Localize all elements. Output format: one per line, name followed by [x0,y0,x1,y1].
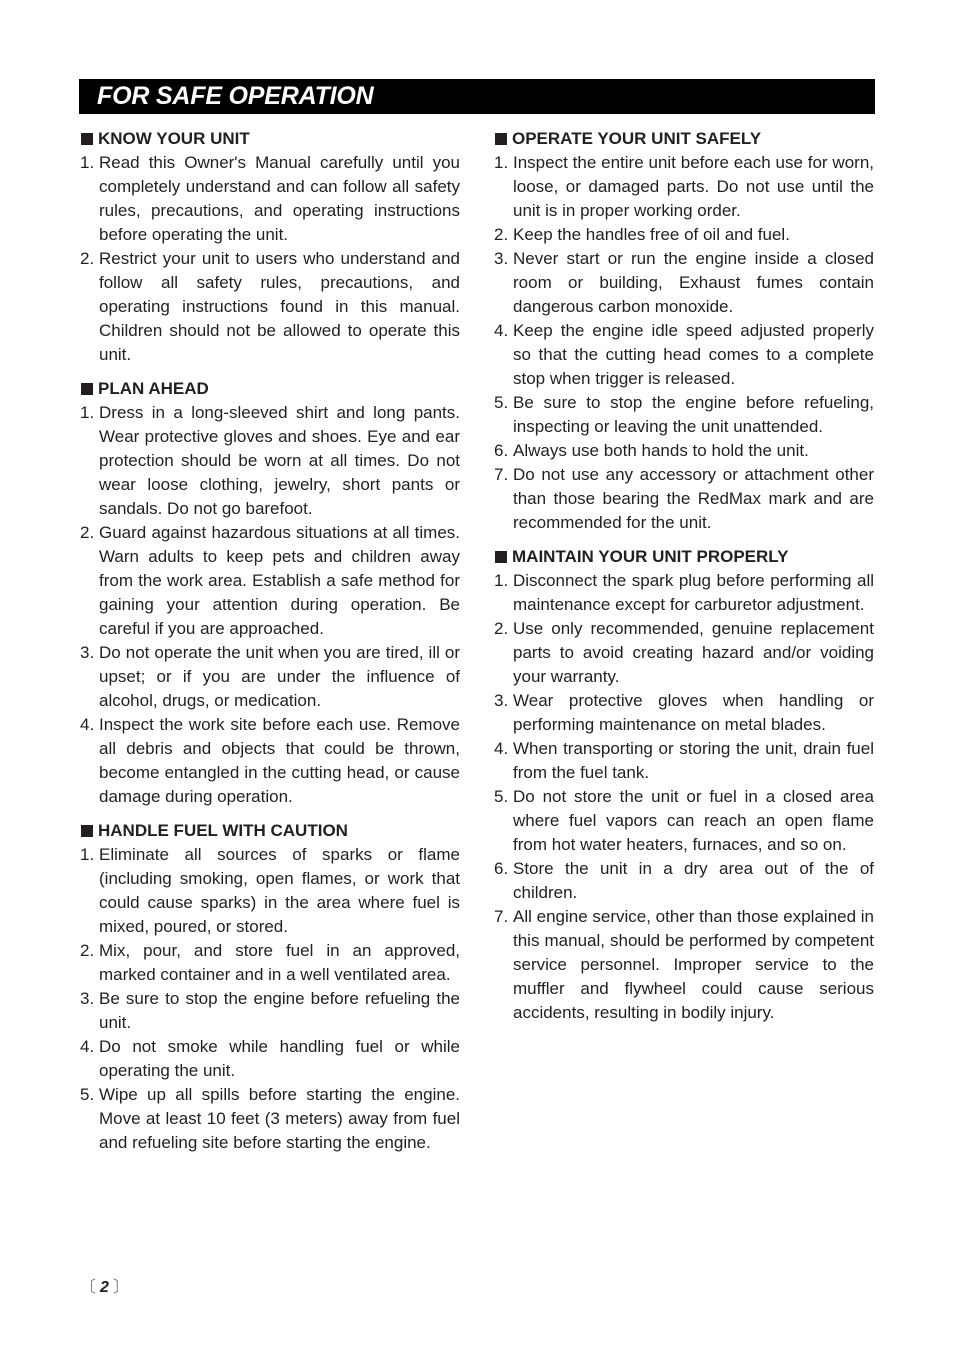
item-text: Mix, pour, and store fuel in an approved, marked container and in a well ventilated area. [99,941,460,984]
item-number: 3. [80,989,95,1008]
list-item [494,391,874,439]
item-number: 4. [80,1037,95,1056]
item-text: Always use both hands to hold the unit. [513,441,809,460]
item-text: Use only recommended, genuine replacement parts to avoid creating hazard and/or voiding your warranty. [513,619,874,686]
item-text: Never start or run the engine inside a closed room or building, Exhaust fumes contain dangerous carbon monoxide. [513,249,874,316]
list-item [80,641,460,713]
section-operate-safely [494,127,874,535]
item-text: Keep the handles free of oil and fuel. [513,225,790,244]
section-heading: MAINTAIN YOUR UNIT PROPERLY [494,545,874,569]
item-number: 7. [494,907,509,926]
square-bullet-icon [495,133,507,145]
item-text: Be sure to stop the engine before refueling, inspecting or leaving the unit unattended. [513,393,874,436]
list-item [494,463,874,535]
item-number: 1. [494,153,509,172]
item-number: 6. [494,441,509,460]
section-know-your-unit [80,127,460,367]
list-item [494,569,874,617]
item-text: Do not use any accessory or attachment other than those bearing the RedMax mark and are recommended for the unit. [513,465,874,532]
item-number: 2. [494,619,509,638]
section-heading: KNOW YOUR UNIT [80,127,460,151]
list-item [494,689,874,737]
left-bracket-icon: 〔 [80,1279,97,1296]
list-item [80,843,460,939]
square-bullet-icon [81,133,93,145]
right-column [494,127,874,1035]
item-number: 2. [80,249,95,268]
item-number: 4. [494,739,509,758]
item-text: Be sure to stop the engine before refueling the unit. [99,989,460,1032]
list-item [80,1083,460,1155]
page-footer [80,1277,129,1299]
list-item [80,247,460,367]
item-number: 2. [494,225,509,244]
page-number: 2 [100,1279,109,1296]
list-item [494,617,874,689]
item-number: 5. [494,787,509,806]
item-text: Store the unit in a dry area out of the of children. [513,859,874,902]
item-number: 1. [80,845,95,864]
list-item [494,439,874,463]
section-heading: OPERATE YOUR UNIT SAFELY [494,127,874,151]
list-item [80,987,460,1035]
item-number: 4. [494,321,509,340]
item-text: Keep the engine idle speed adjusted properly so that the cutting head comes to a complete stop when trigger is released. [513,321,874,388]
item-text: Read this Owner's Manual carefully until you completely understand and can follow all safety rules, precautions, and operating instructions before operating the unit. [99,153,460,244]
right-bracket-icon: 〕 [112,1279,129,1296]
item-text: Inspect the work site before each use. Remove all debris and objects that could be thrown, become entangled in the cutting head, or cause damage during operation. [99,715,460,806]
item-number: 2. [80,523,95,542]
item-number: 1. [494,571,509,590]
list-item [80,151,460,247]
item-text: Inspect the entire unit before each use for worn, loose, or damaged parts. Do not use until the unit is in proper working order. [513,153,874,220]
list-item [80,1035,460,1083]
section-heading: HANDLE FUEL WITH CAUTION [80,819,460,843]
list-item [494,737,874,785]
item-number: 3. [494,249,509,268]
list-item [494,247,874,319]
item-text: All engine service, other than those explained in this manual, should be performed by competent service personnel. Improper service to the muffler and flywheel could cause serious accidents, resulting in bodily injury. [513,907,875,1022]
list-item [80,521,460,641]
item-text: Wipe up all spills before starting the engine. Move at least 10 feet (3 meters) away from fuel and refueling site before starting the engine. [99,1085,460,1152]
square-bullet-icon [81,383,93,395]
item-number: 7. [494,465,509,484]
list-item [80,939,460,987]
item-number: 5. [494,393,509,412]
square-bullet-icon [81,825,93,837]
item-number: 3. [494,691,509,710]
item-text: Eliminate all sources of sparks or flame (including smoking, open flames, or work that could cause sparks) in the area where fuel is mixed, poured, or stored. [99,845,460,936]
item-text: When transporting or storing the unit, drain fuel from the fuel tank. [513,739,874,782]
item-text: Dress in a long-sleeved shirt and long pants. Wear protective gloves and shoes. Eye and ear protection should be worn at all times. Do not wear loose clothing, jewelry, short pants or sandals. Do not go barefoot. [99,403,460,518]
item-number: 1. [80,153,95,172]
item-text: Restrict your unit to users who understand and follow all safety rules, precautions, and operating instructions found in this manual. Children should not be allowed to operate this unit. [99,249,460,364]
item-text: Do not operate the unit when you are tired, ill or upset; or if you are under the influence of alcohol, drugs, or medication. [99,643,460,710]
item-number: 2. [80,941,95,960]
list-item [80,713,460,809]
item-text: Do not store the unit or fuel in a closed area where fuel vapors can reach an open flame from hot water heaters, furnaces, and so on. [513,787,874,854]
item-text: Wear protective gloves when handling or performing maintenance on metal blades. [513,691,874,734]
list-item [494,319,874,391]
title-bar [79,79,875,114]
section-handle-fuel [80,819,460,1155]
list-item [494,857,874,905]
section-maintain-properly [494,545,874,1025]
list-item [494,785,874,857]
square-bullet-icon [495,551,507,563]
item-number: 5. [80,1085,95,1104]
left-column [80,127,460,1165]
section-heading: PLAN AHEAD [80,377,460,401]
list-item [494,151,874,223]
page-title: FOR SAFE OPERATION [97,82,374,110]
item-number: 3. [80,643,95,662]
item-text: Guard against hazardous situations at all times. Warn adults to keep pets and children away from the work area. Establish a safe method for gaining your attention during operation. Be careful if you are approached. [99,523,460,638]
list-item [494,223,874,247]
item-number: 4. [80,715,95,734]
item-text: Disconnect the spark plug before performing all maintenance except for carburetor adjustment. [513,571,874,614]
item-number: 1. [80,403,95,422]
item-text: Do not smoke while handling fuel or while operating the unit. [99,1037,460,1080]
item-number: 6. [494,859,509,878]
section-plan-ahead [80,377,460,809]
list-item [80,401,460,521]
list-item [494,905,874,1025]
